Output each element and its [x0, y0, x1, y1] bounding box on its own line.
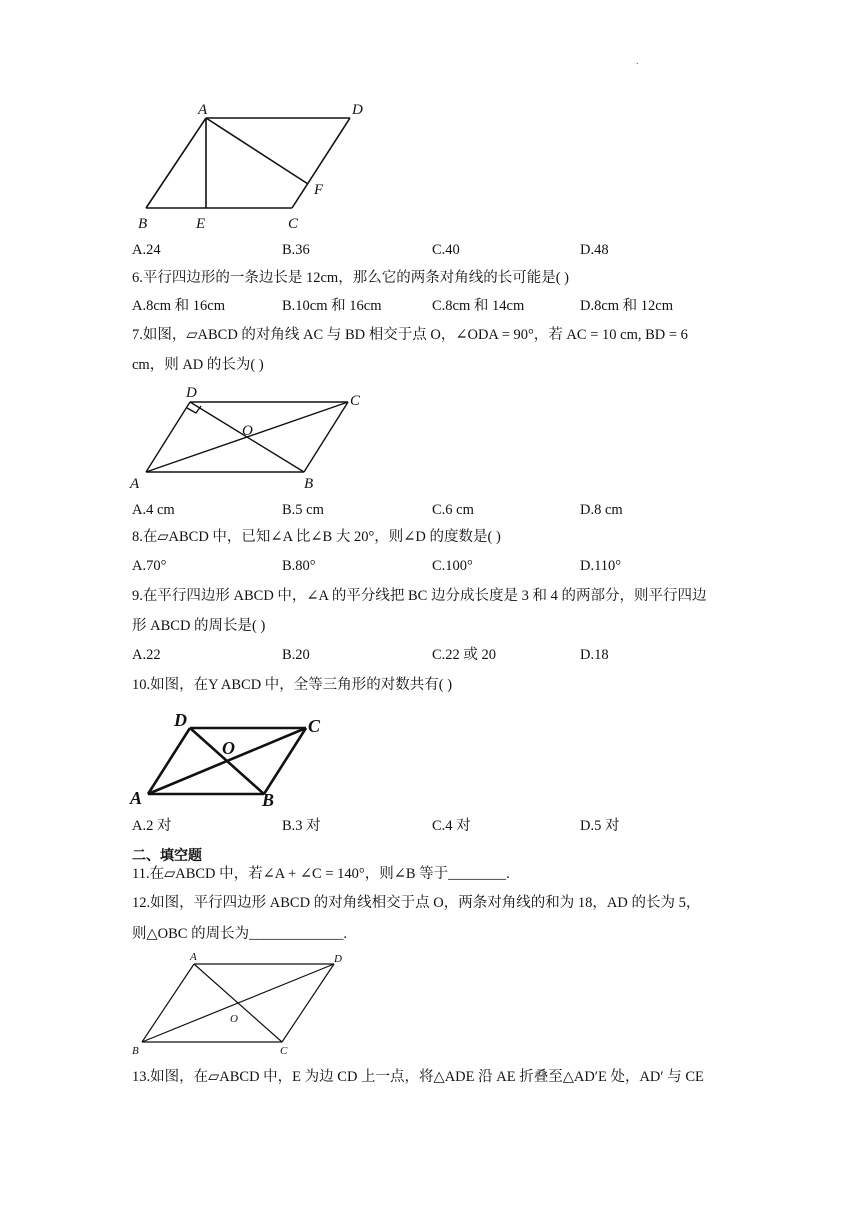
- q7-option-c: C.6 cm: [432, 502, 474, 518]
- q12-label-o: O: [230, 1013, 238, 1025]
- q12-label-b: B: [132, 1045, 139, 1057]
- q13-question: 13.如图，在▱ABCD 中，E 为边 CD 上一点，将△ADE 沿 AE 折叠至△AD′E 处，AD′ 与 CE: [132, 1069, 704, 1085]
- q8-question: 8.在▱ABCD 中，已知∠A 比∠B 大 20°，则∠D 的度数是( ): [132, 529, 501, 545]
- q10-label-c: C: [308, 716, 321, 736]
- q6-question: 6.平行四边形的一条边长是 12cm，那么它的两条对角线的长可能是( ): [132, 270, 569, 286]
- q9-option-b: B.20: [282, 647, 310, 663]
- header-dot: .: [636, 56, 639, 67]
- q7-label-c: C: [350, 393, 361, 409]
- q5-option-c: C.40: [432, 242, 460, 258]
- q8-option-a: A.70°: [132, 558, 167, 574]
- q10-option-c: C.4 对: [432, 818, 471, 834]
- q5-figure: [132, 100, 372, 235]
- q9-question-line2: 形 ABCD 的周长是( ): [132, 618, 266, 634]
- q6-option-c: C.8cm 和 14cm: [432, 298, 525, 314]
- q12-label-c: C: [280, 1045, 288, 1057]
- q12-question-line1: 12.如图，平行四边形 ABCD 的对角线相交于点 O，两条对角线的和为 18，AD 的长为 5，: [132, 895, 701, 911]
- q7-figure: [128, 380, 378, 492]
- q7-option-b: B.5 cm: [282, 502, 324, 518]
- q6-option-d: D.8cm 和 12cm: [580, 298, 674, 314]
- q5-option-a: A.24: [132, 242, 161, 258]
- q7-question-line2: cm，则 AD 的长为( ): [132, 357, 264, 373]
- q10-question: 10.如图，在Y ABCD 中，全等三角形的对数共有( ): [132, 677, 453, 693]
- q12-label-d: D: [334, 953, 342, 965]
- section-heading-fill-in: 二、填空题: [132, 847, 202, 863]
- q9-option-c: C.22 或 20: [432, 647, 497, 663]
- q5-label-b: B: [138, 216, 148, 232]
- q9-option-d: D.18: [580, 647, 609, 663]
- q10-option-d: D.5 对: [580, 818, 620, 834]
- q9-option-a: A.22: [132, 647, 161, 663]
- q7-option-d: D.8 cm: [580, 502, 623, 518]
- q11-question: 11.在▱ABCD 中，若∠A + ∠C = 140°，则∠B 等于________.: [132, 866, 510, 882]
- q7-question-line1: 7.如图，▱ABCD 的对角线 AC 与 BD 相交于点 O，∠ODA = 90°，若 AC = 10 cm, BD = 6: [132, 327, 688, 343]
- q8-option-c: C.100°: [432, 558, 473, 574]
- q10-label-d: D: [174, 710, 187, 730]
- q8-option-d: D.110°: [580, 558, 622, 574]
- q7-option-a: A.4 cm: [132, 502, 175, 518]
- q10-label-o: O: [222, 738, 235, 758]
- q5-label-e: E: [196, 216, 206, 232]
- q5-label-f: F: [314, 182, 324, 198]
- q5-label-d: D: [352, 102, 363, 118]
- q7-label-a: A: [130, 476, 140, 492]
- q12-question-line2: 则△OBC 的周长为_____________.: [132, 926, 347, 942]
- q7-label-b: B: [304, 476, 314, 492]
- q6-option-b: B.10cm 和 16cm: [282, 298, 382, 314]
- q7-label-o: O: [242, 423, 253, 439]
- q7-label-d: D: [186, 385, 197, 401]
- q10-option-a: A.2 对: [132, 818, 172, 834]
- q6-option-a: A.8cm 和 16cm: [132, 298, 226, 314]
- q9-question-line1: 9.在平行四边形 ABCD 中，∠A 的平分线把 BC 边分成长度是 3 和 4 的两部分，则平行四边: [132, 588, 707, 604]
- q10-label-a: A: [130, 788, 143, 808]
- q10-option-b: B.3 对: [282, 818, 321, 834]
- q5-option-d: D.48: [580, 242, 609, 258]
- q10-label-b: B: [262, 790, 275, 810]
- q5-option-b: B.36: [282, 242, 310, 258]
- q5-label-c: C: [288, 216, 299, 232]
- q8-option-b: B.80°: [282, 558, 316, 574]
- q12-label-a: A: [190, 951, 197, 963]
- q5-label-a: A: [198, 102, 208, 118]
- q10-figure: [128, 708, 338, 812]
- q12-figure: [128, 950, 358, 1060]
